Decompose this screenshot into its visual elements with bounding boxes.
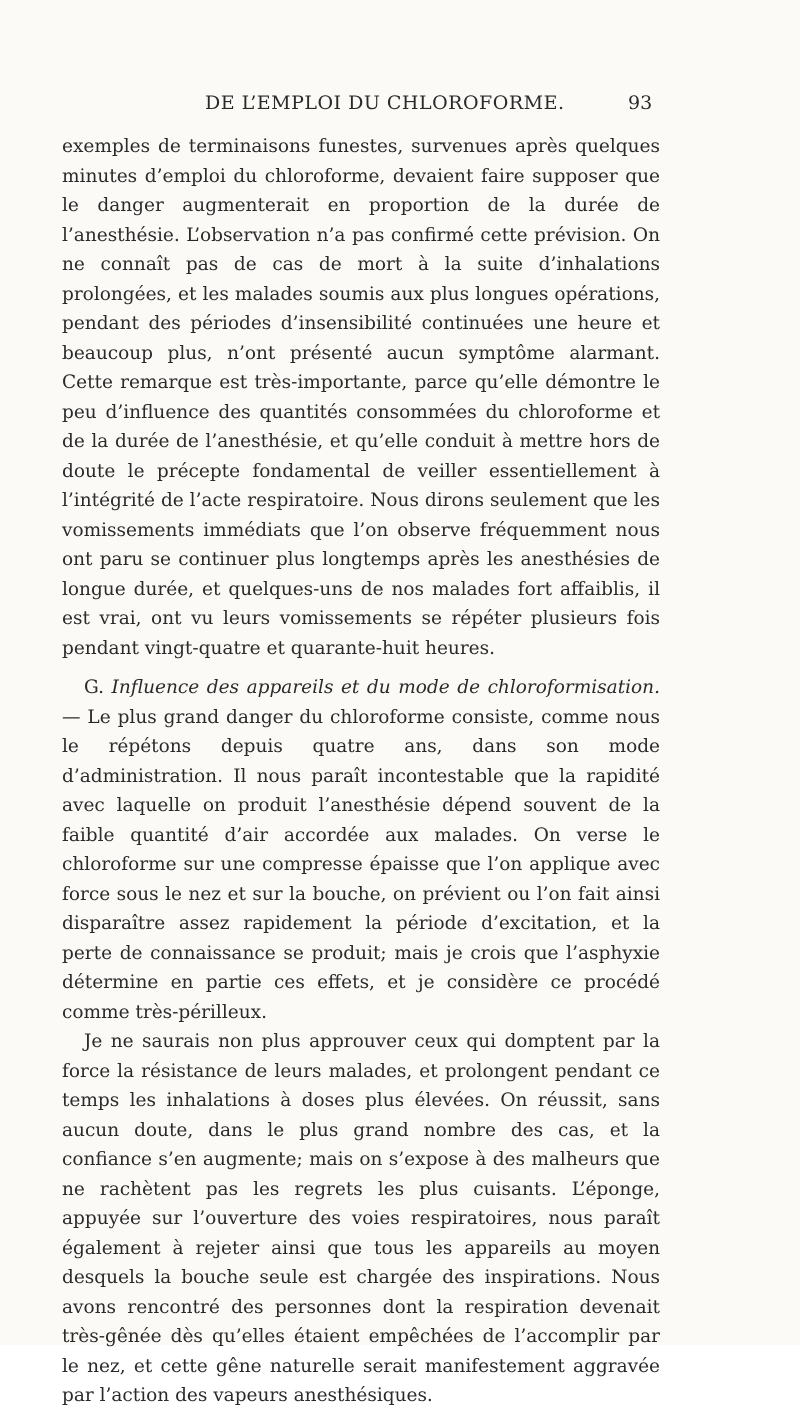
paragraph-2 bbox=[62, 673, 660, 1027]
running-head bbox=[0, 92, 800, 120]
paragraph-1-text: exemples de terminaisons funestes, survenues après quelques minutes d’emploi du chloroforme, devaient faire supposer que le danger augmenterait en proportion de la durée de l’anesthésie. L’observation n’a pas confirmé cette prévision. On ne connaît pas de cas de mort à la suite d’inhalations prolongées, et les malades soumis aux plus longues opérations, pendant des périodes d’insensibilité continuées une heure et beaucoup plus, n’ont présenté aucun symptôme alarmant. Cette remarque est très-importante, parce qu’elle démontre le peu d’influence des quantités consommées du chloroforme et de la durée de l’anesthésie, et qu’elle conduit à mettre hors de doute le précepte fondamental de veiller essentiellement à l’intégrité de l’acte respiratoire. Nous dirons seulement que les vomissements immédiats que l’on observe fréquemment nous ont paru se continuer plus longtemps après les anesthésies de longue durée, et quelques-uns de nos malades fort affaiblis, il est vrai, ont vu leurs vomissements se répéter plusieurs fois pendant vingt-quatre et quarante-huit heures. bbox=[62, 136, 660, 659]
paragraph-2-text: — Le plus grand danger du chloroforme consiste, comme nous le répétons depuis quatre ans, dans son mode d’administration. Il nous paraît incontestable que la rapidité avec laquelle on produit l’anesthésie dépend souvent de la faible quantité d’air accordée aux malades. On verse le chloroforme sur une compresse épaisse que l’on applique avec force sous le nez et sur la bouche, on prévient ou l’on fait ainsi disparaître assez rapidement la période d’excitation, et la perte de connaissance se produit; mais je crois que l’asphyxie détermine en partie ces effets, et je considère ce procédé comme très-périlleux. bbox=[62, 706, 660, 1023]
paragraph-3-text: Je ne saurais non plus approuver ceux qui domptent par la force la résistance de leurs malades, et prolongent pendant ce temps les inhalations à doses plus élevées. On réussit, sans aucun doute, dans le plus grand nombre des cas, et la confiance s’en augmente; mais on s’expose à des malheurs que ne rachètent pas les regrets les plus cuisants. L’éponge, appuyée sur l’ouverture des voies respiratoires, nous paraît également à rejeter ainsi que tous les appareils au moyen desquels la bouche seule est chargée des inspirations. Nous avons rencontré des personnes dont la respiration devenait très-gênée dès qu’elles étaient empêchées de l’accomplir par le nez, et cette gêne naturelle serait manifestement aggravée par l’action des vapeurs anesthésiques. bbox=[62, 1031, 660, 1406]
running-title: DE L’EMPLOI DU CHLOROFORME. bbox=[205, 92, 565, 114]
body-text bbox=[62, 132, 660, 1411]
section-label: G. bbox=[84, 677, 104, 698]
page-number: 93 bbox=[628, 92, 653, 114]
paragraph-1 bbox=[62, 132, 660, 663]
section-heading: Influence des appareils et du mode de chloroformisation. bbox=[111, 677, 660, 698]
paragraph-3 bbox=[62, 1027, 660, 1411]
